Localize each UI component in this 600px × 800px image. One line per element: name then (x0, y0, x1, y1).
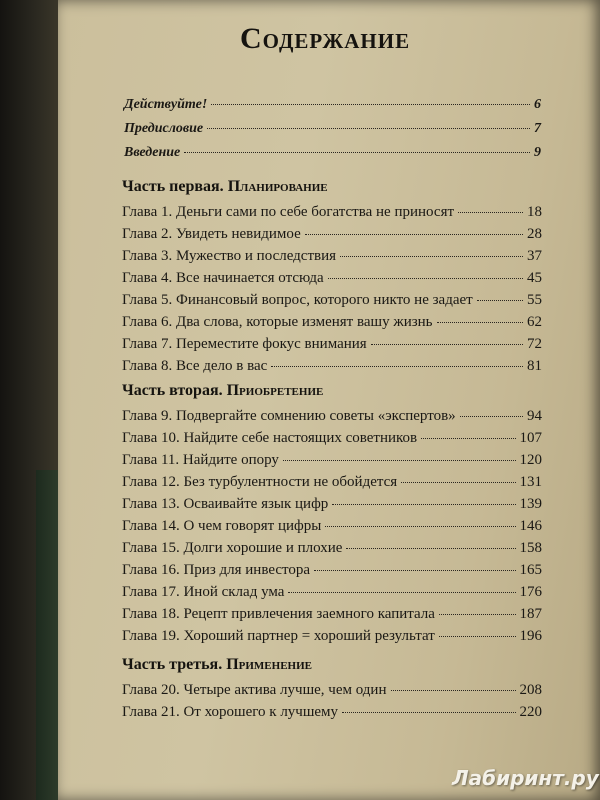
toc-entry-label: Глава 18. Рецепт привлечения заемного капитала (122, 606, 435, 622)
toc-entry-chapter-4 (122, 267, 542, 289)
leader-dots (346, 548, 515, 549)
toc-entry-page: 208 (519, 682, 542, 698)
toc-entry-chapter-17 (122, 581, 542, 603)
toc-entry-label: Глава 2. Увидеть невидимое (122, 226, 301, 242)
toc-entry-label: Глава 9. Подвергайте сомнению советы «экспертов» (122, 408, 456, 424)
toc-entry-chapter-9 (122, 405, 542, 427)
toc-entry-page: 6 (534, 97, 541, 112)
toc-entry-chapter-16 (122, 559, 542, 581)
toc-entry-page: 81 (527, 358, 542, 374)
leader-dots (439, 614, 516, 615)
leader-dots (283, 460, 516, 461)
toc-entry-chapter-20 (122, 679, 542, 701)
toc-entry-chapter-3 (122, 245, 542, 267)
toc-entry-page: 146 (519, 518, 542, 534)
toc-entry-chapter-21 (122, 701, 542, 723)
part-heading-1 (122, 178, 542, 196)
leader-dots (211, 104, 530, 105)
toc-entry-label: Глава 5. Финансовый вопрос, которого никто не задает (122, 292, 473, 308)
leader-dots (342, 712, 515, 713)
toc-entry-page: 94 (527, 408, 542, 424)
leader-dots (437, 322, 523, 323)
toc-entry-page: 18 (527, 204, 542, 220)
leader-dots (371, 344, 523, 345)
toc-entry-page: 158 (519, 540, 542, 556)
leader-dots (391, 690, 516, 691)
toc-entry-page: 37 (527, 248, 542, 264)
toc-entry-chapter-1 (122, 201, 542, 223)
toc-entry-label: Глава 12. Без турбулентности не обойдется (122, 474, 398, 490)
toc-entry-chapter-10 (122, 427, 542, 449)
toc-entry-label: Глава 11. Найдите опору (122, 452, 279, 468)
toc-entry-label: Глава 8. Все дело в вас (122, 358, 268, 374)
toc-entry-chapter-7 (122, 333, 542, 355)
leader-dots (288, 592, 515, 593)
toc-entry-page: 45 (527, 270, 542, 286)
toc-entry-label: Глава 13. Осваивайте язык цифр (122, 496, 329, 512)
leader-dots (460, 416, 523, 417)
part-name: Применение (226, 656, 312, 673)
toc-entry-page: 9 (534, 145, 541, 160)
toc-entry-chapter-13 (122, 493, 542, 515)
leader-dots (207, 128, 530, 129)
toc-entry-label: Глава 15. Долги хорошие и плохие (122, 540, 343, 556)
toc-entry-label: Глава 17. Иной склад ума (122, 584, 285, 600)
toc-entry-label: Введение (124, 145, 181, 160)
leader-dots (314, 570, 515, 571)
toc-entry-page: 62 (527, 314, 542, 330)
toc-entry-chapter-19 (122, 625, 542, 647)
toc-entry-page: 165 (519, 562, 542, 578)
leader-dots (401, 482, 515, 483)
toc-title: Содержание (240, 22, 411, 55)
book-cover-edge (36, 470, 58, 800)
part-prefix: Часть первая. (122, 178, 224, 195)
toc-entry-page: 72 (527, 336, 542, 352)
toc-entry-page: 28 (527, 226, 542, 242)
toc-entry-page: 176 (519, 584, 542, 600)
toc-entry-chapter-2 (122, 223, 542, 245)
toc-entry-chapter-6 (122, 311, 542, 333)
toc-entry-chapter-15 (122, 537, 542, 559)
watermark-logo: Лабиринт.ру (452, 766, 599, 790)
toc-entry-label: Глава 20. Четыре актива лучше, чем один (122, 682, 387, 698)
toc-entry-page: 107 (519, 430, 542, 446)
toc-entry-page: 220 (519, 704, 542, 720)
toc-entry-label: Глава 4. Все начинается отсюда (122, 270, 324, 286)
toc-entry-label: Глава 7. Переместите фокус внимания (122, 336, 367, 352)
leader-dots (271, 366, 523, 367)
toc-entry-label: Глава 1. Деньги сами по себе богатства не приносят (122, 204, 455, 220)
toc-entry-label: Глава 21. От хорошего к лучшему (122, 704, 339, 720)
toc-entry-page: 7 (534, 121, 541, 136)
leader-dots (421, 438, 515, 439)
leader-dots (184, 152, 530, 153)
toc-entry-chapter-12 (122, 471, 542, 493)
leader-dots (458, 212, 523, 213)
leader-dots (332, 504, 515, 505)
toc-entry-chapter-8 (122, 355, 542, 377)
toc-entry-front-1 (124, 94, 541, 116)
toc-entry-chapter-5 (122, 289, 542, 311)
part-name: Планирование (227, 178, 328, 195)
leader-dots (305, 234, 523, 235)
toc-entry-page: 196 (519, 628, 542, 644)
toc-entry-front-3 (124, 142, 541, 164)
toc-entry-label: Глава 19. Хороший партнер = хороший результат (122, 628, 435, 644)
toc-entry-label: Глава 6. Два слова, которые изменят вашу жизнь (122, 314, 433, 330)
toc-entry-label: Глава 16. Приз для инвестора (122, 562, 311, 578)
leader-dots (477, 300, 523, 301)
toc-entry-chapter-14 (122, 515, 542, 537)
leader-dots (328, 278, 523, 279)
toc-entry-label: Предисловие (124, 121, 204, 136)
toc-entry-page: 131 (519, 474, 542, 490)
leader-dots (439, 636, 516, 637)
part-heading-2 (122, 382, 542, 400)
toc-entry-label: Глава 10. Найдите себе настоящих советников (122, 430, 418, 446)
toc-entry-label: Действуйте! (124, 97, 208, 112)
leader-dots (340, 256, 523, 257)
toc-entry-label: Глава 14. О чем говорят цифры (122, 518, 322, 534)
leader-dots (325, 526, 515, 527)
part-prefix: Часть третья. (122, 656, 223, 673)
toc-entry-page: 55 (527, 292, 542, 308)
part-prefix: Часть вторая. (122, 382, 223, 399)
toc-entry-page: 187 (519, 606, 542, 622)
toc-entry-chapter-11 (122, 449, 542, 471)
part-heading-3 (122, 656, 542, 674)
toc-entry-chapter-18 (122, 603, 542, 625)
part-name: Приобретение (226, 382, 324, 399)
toc-entry-front-2 (124, 118, 541, 140)
toc-entry-page: 139 (519, 496, 542, 512)
toc-entry-page: 120 (519, 452, 542, 468)
toc-entry-label: Глава 3. Мужество и последствия (122, 248, 337, 264)
